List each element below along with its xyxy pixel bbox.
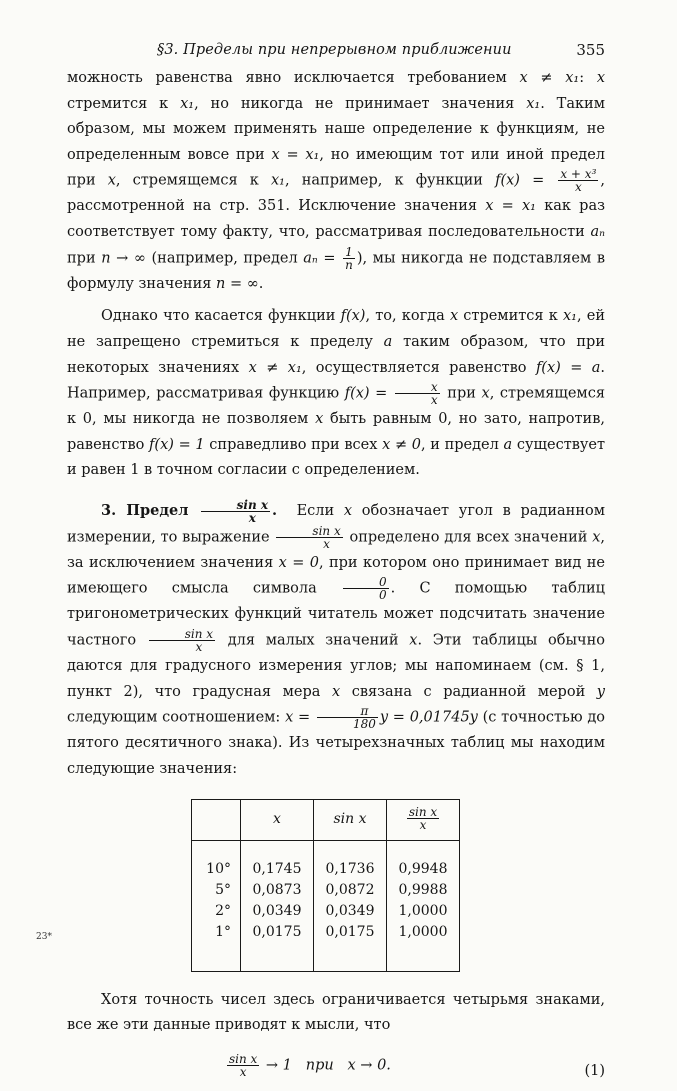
cell-x: 0,0175 <box>241 922 314 972</box>
table-row <box>192 880 460 901</box>
header-deg <box>192 799 241 840</box>
cell-deg: 10° <box>192 840 241 880</box>
running-title: §3. Пределы при непрерывном приближении <box>157 42 512 58</box>
cell-sin: 0,1736 <box>314 840 387 880</box>
values-table-wrap <box>191 799 605 972</box>
fraction: $\frac{\text{sin x}}{x}$ <box>201 499 270 524</box>
cell-sin: 0,0872 <box>314 880 387 901</box>
fraction: $\frac{x}{x}$ <box>395 381 440 406</box>
table-row <box>192 840 460 880</box>
paragraph-1: можность равенства явно исключается требованием x ≠ x₁: x стремится к x₁, но никогда не принимает значения x₁. Таким образом, мы можем применять наше определение к функциям, не определенным вовсе при x = x₁, но имеющим тот или иной предел при x, стремящемся к x₁, например, к функции f(x) = $\frac{\text{x + x³}}{x}$ , рассмотренной на стр. 351. Исключение значения x = x₁ как раз соответствует тому факту, что, рассматривая последовательности aₙ при n → ∞ (например, предел aₙ = $\frac{1}{n}$ ), мы никогда не подставляем в формулу значения n = ∞. <box>67 70 605 292</box>
header-x: x <box>241 799 314 840</box>
cell-x: 0,1745 <box>241 840 314 880</box>
equation-1 <box>67 1051 605 1091</box>
cell-deg: 1° <box>192 922 241 972</box>
paragraph-2: Однако что касается функции f(x), то, когда x стремится к x₁, ей не запрещено стремиться к пределу a таким образом, что при некоторых значениях x ≠ x₁, осуществляется равенство f(x) = a. Например, рассматривая функцию f(x) = $\frac{x}{x}$ при x, стремящемся к 0, мы никогда не позволяем x быть равным 0, но зато, напротив, равенство f(x) = 1 справедливо при всех x ≠ 0, и предел a существует и равен 1 в точном согласии с определением. <box>67 308 606 479</box>
cell-x: 0,0349 <box>241 901 314 922</box>
cell-x: 0,0873 <box>241 880 314 901</box>
paragraph-3: Хотя точность чисел здесь ограничивается четырьмя знаками, все же эти данные приводят к мысли, что <box>67 991 605 1034</box>
values-table <box>191 799 460 972</box>
fraction: $\frac{0}{0}$ <box>343 576 389 601</box>
header-ratio: $\frac{\text{sin x}}{x}$ <box>387 799 460 840</box>
table-header-row <box>192 799 460 840</box>
cell-ratio: 0,9948 <box>387 840 460 880</box>
page <box>67 38 605 1091</box>
table-row <box>192 901 460 922</box>
fraction: $\frac{\text{sin x}}{x}$ <box>149 628 215 653</box>
fraction: $\frac{\text{sin x}}{x}$ <box>229 1051 258 1079</box>
fraction: $\frac{\text{sin x}}{x}$ <box>276 525 342 550</box>
equation-body: $\frac{\text{sin x}}{x}$ → 1 при x → 0. <box>229 1051 391 1079</box>
cell-ratio: 1,0000 <box>387 901 460 922</box>
fraction: $\frac{1}{n}$ <box>345 244 353 272</box>
running-header <box>67 38 605 66</box>
section-3: 3. Предел $\frac{\text{sin x}}{x}$ . Если x обозначает угол в радианном измерении, то выражение $\frac{\text{sin x}}{x}$ определено для всех значений x, за исключением значения x = 0, при котором оно принимает вид не имеющего смысла символа $\frac{0}{0}$ . С помощью таблиц тригонометрических функций читатель может подсчитать значение частного $\frac{\text{sin x}}{x}$ для малых значений x. Эти таблицы обычно даются для градусного измерения углов; мы напоминаем (см. § 1, пункт 2), что градусная мера x связана с радианной мерой y следующим соотношением: x = $\frac{\pi}{180}$ y = 0,01745y (с точностью до пятого десятичного знака). Из четырехзначных таблиц мы находим следующие значения: <box>67 497 606 777</box>
fraction: $\frac{\text{x + x³}}{x}$ <box>560 167 597 195</box>
cell-ratio: 1,0000 <box>387 922 460 972</box>
cell-deg: 2° <box>192 901 241 922</box>
section-heading: 3. Предел $\frac{\text{sin x}}{x}$ . <box>101 497 278 525</box>
cell-ratio: 0,9988 <box>387 880 460 901</box>
table-row <box>192 922 460 972</box>
page-number: 355 <box>576 41 605 59</box>
cell-sin: 0,0349 <box>314 901 387 922</box>
header-sin: sin x <box>314 799 387 840</box>
cell-deg: 5° <box>192 880 241 901</box>
signature-mark: 23* <box>36 932 52 942</box>
fraction: $\frac{\pi}{180}$ <box>317 705 378 730</box>
cell-sin: 0,0175 <box>314 922 387 972</box>
equation-number: (1) <box>584 1062 605 1079</box>
